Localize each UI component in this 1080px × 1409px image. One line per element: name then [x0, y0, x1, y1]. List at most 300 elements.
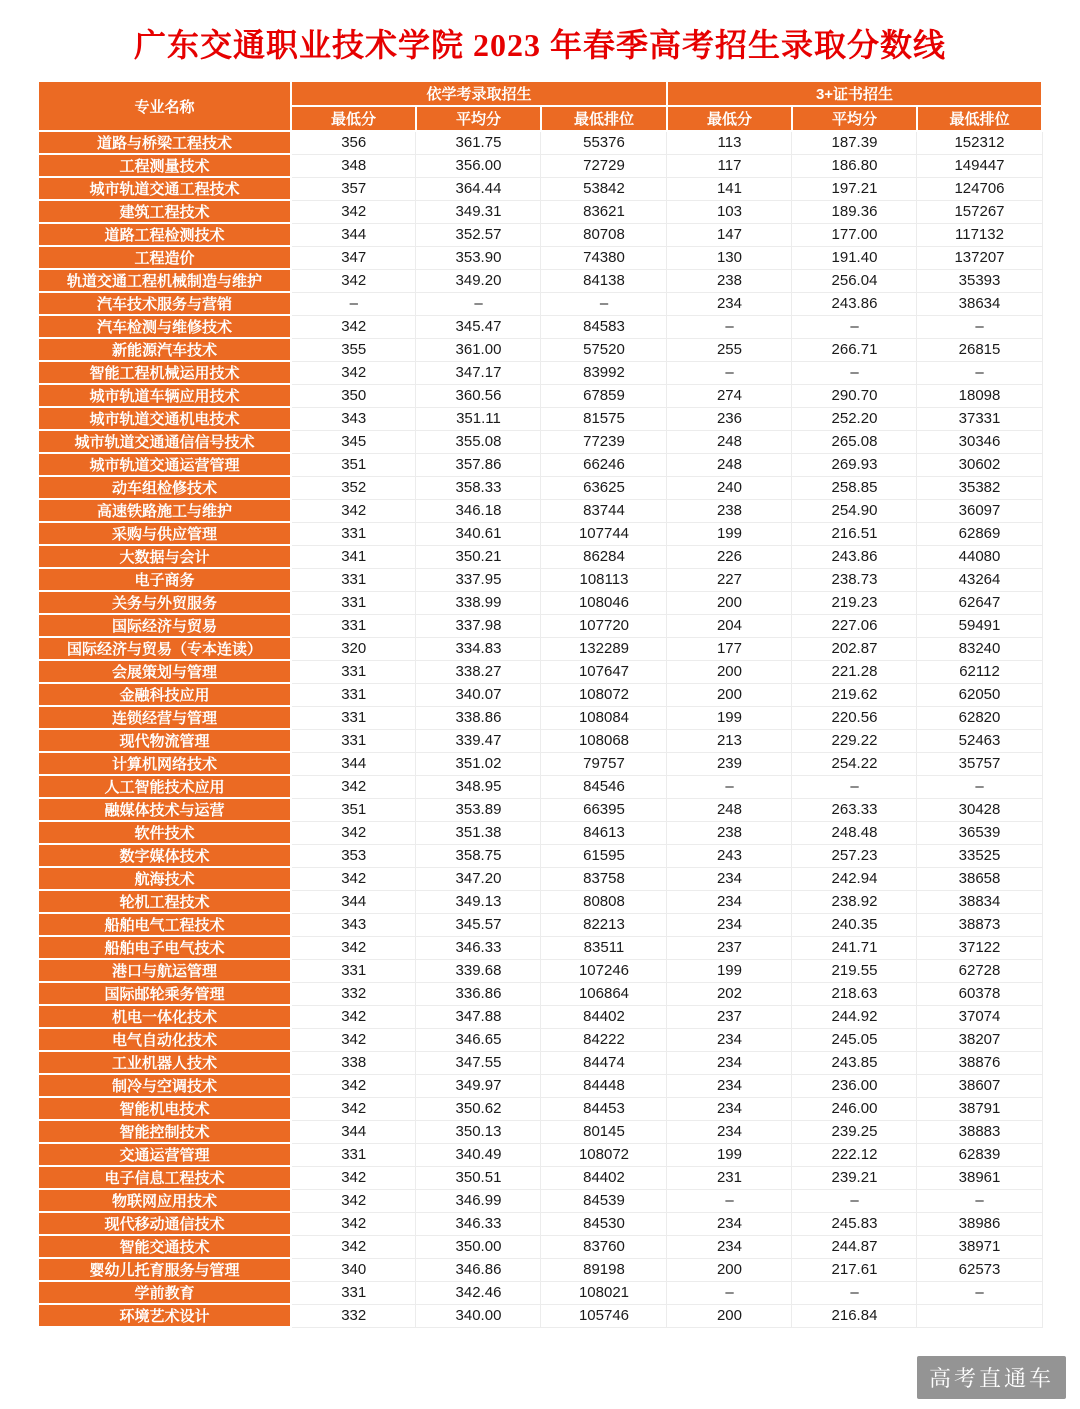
- table-row: [38, 131, 1042, 154]
- score-cell: 237: [667, 1005, 792, 1028]
- score-cell: 61595: [541, 844, 667, 867]
- table-row: [38, 384, 1042, 407]
- score-cell: 243.86: [792, 292, 917, 315]
- score-cell: 222.12: [792, 1143, 917, 1166]
- score-cell: 227: [667, 568, 792, 591]
- score-cell: 343: [291, 913, 416, 936]
- score-cell: 62647: [917, 591, 1042, 614]
- table-row: [38, 269, 1042, 292]
- major-name: 国际经济与贸易（专本连读）: [38, 637, 291, 660]
- table-row: [38, 453, 1042, 476]
- major-name: 会展策划与管理: [38, 660, 291, 683]
- score-cell: 331: [291, 522, 416, 545]
- score-cell: 239.21: [792, 1166, 917, 1189]
- header-row-groups: [38, 81, 1042, 106]
- table-row: [38, 706, 1042, 729]
- score-cell: 346.99: [416, 1189, 541, 1212]
- score-cell: 84583: [541, 315, 667, 338]
- score-cell: 38883: [917, 1120, 1042, 1143]
- score-cell: 337.95: [416, 568, 541, 591]
- score-cell: 350.62: [416, 1097, 541, 1120]
- score-cell: 357.86: [416, 453, 541, 476]
- score-cell: 265.08: [792, 430, 917, 453]
- score-cell: –: [917, 315, 1042, 338]
- score-cell: 234: [667, 1235, 792, 1258]
- score-cell: 248: [667, 453, 792, 476]
- score-cell: 38834: [917, 890, 1042, 913]
- table-row: [38, 1143, 1042, 1166]
- score-cell: 84546: [541, 775, 667, 798]
- major-name: 工业机器人技术: [38, 1051, 291, 1074]
- score-cell: 108072: [541, 1143, 667, 1166]
- table-row: [38, 752, 1042, 775]
- score-cell: 124706: [917, 177, 1042, 200]
- score-cell: 243.85: [792, 1051, 917, 1074]
- major-name: 城市轨道交通机电技术: [38, 407, 291, 430]
- table-row: [38, 614, 1042, 637]
- score-cell: 66395: [541, 798, 667, 821]
- score-cell: 349.13: [416, 890, 541, 913]
- score-cell: 258.85: [792, 476, 917, 499]
- score-cell: 55376: [541, 131, 667, 154]
- score-cell: 245.83: [792, 1212, 917, 1235]
- major-name: 船舶电子电气技术: [38, 936, 291, 959]
- table-row: [38, 522, 1042, 545]
- score-cell: 342: [291, 1212, 416, 1235]
- score-cell: 108046: [541, 591, 667, 614]
- score-cell: 137207: [917, 246, 1042, 269]
- score-cell: 347.20: [416, 867, 541, 890]
- table-row: [38, 1304, 1042, 1327]
- score-cell: –: [667, 1281, 792, 1304]
- major-name: 船舶电气工程技术: [38, 913, 291, 936]
- score-cell: 83621: [541, 200, 667, 223]
- score-cell: 342: [291, 821, 416, 844]
- score-cell: 240.35: [792, 913, 917, 936]
- score-cell: 256.04: [792, 269, 917, 292]
- major-name: 城市轨道交通运营管理: [38, 453, 291, 476]
- page-title: 广东交通职业技术学院 2023 年春季高考招生录取分数线: [133, 27, 946, 63]
- score-cell: 107647: [541, 660, 667, 683]
- score-cell: 37122: [917, 936, 1042, 959]
- score-cell: 84539: [541, 1189, 667, 1212]
- major-name: 轨道交通工程机械制造与维护: [38, 269, 291, 292]
- score-cell: 237: [667, 936, 792, 959]
- major-name: 工程造价: [38, 246, 291, 269]
- score-cell: 83758: [541, 867, 667, 890]
- table-row: [38, 1189, 1042, 1212]
- score-cell: 351: [291, 798, 416, 821]
- score-cell: 351.02: [416, 752, 541, 775]
- table-row: [38, 591, 1042, 614]
- table-row: [38, 844, 1042, 867]
- score-cell: 254.22: [792, 752, 917, 775]
- score-cell: 38986: [917, 1212, 1042, 1235]
- major-name: 采购与供应管理: [38, 522, 291, 545]
- score-cell: 81575: [541, 407, 667, 430]
- score-cell: 343: [291, 407, 416, 430]
- major-name: 港口与航运管理: [38, 959, 291, 982]
- score-cell: 342: [291, 1166, 416, 1189]
- score-cell: 37331: [917, 407, 1042, 430]
- score-cell: 342.46: [416, 1281, 541, 1304]
- table-row: [38, 1097, 1042, 1120]
- table-row: [38, 729, 1042, 752]
- score-cell: 350.00: [416, 1235, 541, 1258]
- score-cell: 191.40: [792, 246, 917, 269]
- score-cell: 38791: [917, 1097, 1042, 1120]
- score-cell: –: [667, 775, 792, 798]
- major-name: 制冷与空调技术: [38, 1074, 291, 1097]
- score-cell: 38207: [917, 1028, 1042, 1051]
- score-cell: 239: [667, 752, 792, 775]
- score-cell: 130: [667, 246, 792, 269]
- column-header-major: 专业名称: [38, 81, 291, 131]
- score-cell: 338: [291, 1051, 416, 1074]
- score-cell: 217.61: [792, 1258, 917, 1281]
- score-cell: 238: [667, 269, 792, 292]
- score-cell: 53842: [541, 177, 667, 200]
- score-cell: 350.51: [416, 1166, 541, 1189]
- table-row: [38, 982, 1042, 1005]
- major-name: 汽车检测与维修技术: [38, 315, 291, 338]
- watermark: 高考直通车: [917, 1356, 1066, 1399]
- score-cell: 106864: [541, 982, 667, 1005]
- score-cell: 255: [667, 338, 792, 361]
- score-cell: 355.08: [416, 430, 541, 453]
- score-cell: 331: [291, 959, 416, 982]
- major-name: 计算机网络技术: [38, 752, 291, 775]
- score-cell: 66246: [541, 453, 667, 476]
- score-cell: 238.92: [792, 890, 917, 913]
- score-cell: 263.33: [792, 798, 917, 821]
- major-name: 电子商务: [38, 568, 291, 591]
- score-cell: 221.28: [792, 660, 917, 683]
- score-cell: 331: [291, 729, 416, 752]
- score-cell: 351.11: [416, 407, 541, 430]
- score-cell: 84138: [541, 269, 667, 292]
- score-cell: 239.25: [792, 1120, 917, 1143]
- score-cell: 353: [291, 844, 416, 867]
- score-cell: 227.06: [792, 614, 917, 637]
- score-cell: 108084: [541, 706, 667, 729]
- score-cell: 107720: [541, 614, 667, 637]
- major-name: 智能机电技术: [38, 1097, 291, 1120]
- score-cell: 62820: [917, 706, 1042, 729]
- score-cell: 200: [667, 683, 792, 706]
- score-cell: 33525: [917, 844, 1042, 867]
- score-cell: 43264: [917, 568, 1042, 591]
- table-row: [38, 499, 1042, 522]
- score-cell: 331: [291, 591, 416, 614]
- score-cell: 338.99: [416, 591, 541, 614]
- major-name: 智能控制技术: [38, 1120, 291, 1143]
- score-cell: 202.87: [792, 637, 917, 660]
- score-cell: 244.87: [792, 1235, 917, 1258]
- major-name: 城市轨道车辆应用技术: [38, 384, 291, 407]
- major-name: 人工智能技术应用: [38, 775, 291, 798]
- score-cell: 244.92: [792, 1005, 917, 1028]
- major-name: 机电一体化技术: [38, 1005, 291, 1028]
- score-cell: 152312: [917, 131, 1042, 154]
- score-cell: –: [792, 1281, 917, 1304]
- table-row: [38, 1005, 1042, 1028]
- major-name: 城市轨道交通工程技术: [38, 177, 291, 200]
- score-cell: 117: [667, 154, 792, 177]
- table-row: [38, 913, 1042, 936]
- score-cell: 342: [291, 200, 416, 223]
- score-cell: 240: [667, 476, 792, 499]
- score-cell: 353.89: [416, 798, 541, 821]
- score-cell: 67859: [541, 384, 667, 407]
- score-cell: 36539: [917, 821, 1042, 844]
- table-row: [38, 246, 1042, 269]
- major-name: 软件技术: [38, 821, 291, 844]
- score-cell: 218.63: [792, 982, 917, 1005]
- score-cell: 177.00: [792, 223, 917, 246]
- major-name: 动车组检修技术: [38, 476, 291, 499]
- score-cell: 62573: [917, 1258, 1042, 1281]
- score-cell: 331: [291, 660, 416, 683]
- score-cell: 342: [291, 269, 416, 292]
- table-row: [38, 1166, 1042, 1189]
- major-name: 金融科技应用: [38, 683, 291, 706]
- score-cell: 347: [291, 246, 416, 269]
- table-row: [38, 1051, 1042, 1074]
- table-row: [38, 223, 1042, 246]
- score-cell: 149447: [917, 154, 1042, 177]
- score-cell: 320: [291, 637, 416, 660]
- score-cell: 35382: [917, 476, 1042, 499]
- score-cell: 37074: [917, 1005, 1042, 1028]
- major-name: 关务与外贸服务: [38, 591, 291, 614]
- score-cell: 345.47: [416, 315, 541, 338]
- score-cell: 199: [667, 1143, 792, 1166]
- score-cell: 332: [291, 982, 416, 1005]
- table-row: [38, 545, 1042, 568]
- table-row: [38, 821, 1042, 844]
- score-cell: 339.68: [416, 959, 541, 982]
- score-cell: –: [541, 292, 667, 315]
- score-cell: 189.36: [792, 200, 917, 223]
- major-name: 工程测量技术: [38, 154, 291, 177]
- score-cell: –: [667, 361, 792, 384]
- score-cell: 187.39: [792, 131, 917, 154]
- column-header-min-score: 最低分: [667, 106, 792, 131]
- score-cell: –: [667, 1189, 792, 1212]
- score-cell: 245.05: [792, 1028, 917, 1051]
- table-row: [38, 1258, 1042, 1281]
- score-cell: 38961: [917, 1166, 1042, 1189]
- score-cell: 84448: [541, 1074, 667, 1097]
- score-cell: 350.21: [416, 545, 541, 568]
- table-row: [38, 1235, 1042, 1258]
- score-cell: 200: [667, 660, 792, 683]
- table-row: [38, 775, 1042, 798]
- score-cell: 80808: [541, 890, 667, 913]
- score-cell: 347.17: [416, 361, 541, 384]
- score-cell: 234: [667, 913, 792, 936]
- score-cell: 62112: [917, 660, 1042, 683]
- score-cell: 62050: [917, 683, 1042, 706]
- score-cell: 35393: [917, 269, 1042, 292]
- score-cell: 177: [667, 637, 792, 660]
- table-row: [38, 200, 1042, 223]
- score-cell: 290.70: [792, 384, 917, 407]
- score-cell: 103: [667, 200, 792, 223]
- score-cell: 346.18: [416, 499, 541, 522]
- score-cell: 35757: [917, 752, 1042, 775]
- score-cell: 353.90: [416, 246, 541, 269]
- table-row: [38, 890, 1042, 913]
- score-cell: 84474: [541, 1051, 667, 1074]
- score-cell: 355: [291, 338, 416, 361]
- score-cell: 200: [667, 1258, 792, 1281]
- score-cell: 342: [291, 775, 416, 798]
- score-cell: 340.07: [416, 683, 541, 706]
- score-cell: 77239: [541, 430, 667, 453]
- score-cell: 105746: [541, 1304, 667, 1327]
- score-cell: 199: [667, 706, 792, 729]
- score-cell: 238: [667, 821, 792, 844]
- score-cell: 345.57: [416, 913, 541, 936]
- score-cell: 199: [667, 522, 792, 545]
- score-cell: 332: [291, 1304, 416, 1327]
- score-cell: 342: [291, 1005, 416, 1028]
- score-cell: 72729: [541, 154, 667, 177]
- score-cell: 356.00: [416, 154, 541, 177]
- score-cell: 252.20: [792, 407, 917, 430]
- score-cell: 342: [291, 1235, 416, 1258]
- score-cell: –: [917, 1281, 1042, 1304]
- score-cell: 338.86: [416, 706, 541, 729]
- score-cell: 350.13: [416, 1120, 541, 1143]
- score-cell: 202: [667, 982, 792, 1005]
- score-cell: 351: [291, 453, 416, 476]
- major-name: 高速铁路施工与维护: [38, 499, 291, 522]
- column-header-min-rank: 最低排位: [917, 106, 1042, 131]
- table-row: [38, 1212, 1042, 1235]
- table-row: [38, 637, 1042, 660]
- major-name: 道路与桥梁工程技术: [38, 131, 291, 154]
- score-cell: 82213: [541, 913, 667, 936]
- score-cell: 342: [291, 1097, 416, 1120]
- major-name: 交通运营管理: [38, 1143, 291, 1166]
- score-cell: 339.47: [416, 729, 541, 752]
- score-cell: 219.62: [792, 683, 917, 706]
- score-cell: 200: [667, 591, 792, 614]
- score-cell: –: [917, 361, 1042, 384]
- score-cell: 248: [667, 430, 792, 453]
- score-cell: 238.73: [792, 568, 917, 591]
- table-row: [38, 683, 1042, 706]
- score-cell: 234: [667, 1212, 792, 1235]
- table-row: [38, 315, 1042, 338]
- score-cell: 364.44: [416, 177, 541, 200]
- score-cell: 248.48: [792, 821, 917, 844]
- score-cell: 38634: [917, 292, 1042, 315]
- table-row: [38, 867, 1042, 890]
- column-group-xuekao: 依学考录取招生: [291, 81, 667, 106]
- score-cell: 234: [667, 292, 792, 315]
- score-cell: 358.75: [416, 844, 541, 867]
- score-cell: 84453: [541, 1097, 667, 1120]
- major-name: 轮机工程技术: [38, 890, 291, 913]
- score-cell: 83240: [917, 637, 1042, 660]
- score-cell: 334.83: [416, 637, 541, 660]
- score-cell: 234: [667, 1028, 792, 1051]
- score-cell: 344: [291, 890, 416, 913]
- score-cell: 197.21: [792, 177, 917, 200]
- score-cell: 349.31: [416, 200, 541, 223]
- score-cell: 342: [291, 1074, 416, 1097]
- score-cell: 360.56: [416, 384, 541, 407]
- score-cell: 347.88: [416, 1005, 541, 1028]
- score-cell: 57520: [541, 338, 667, 361]
- score-cell: 349.20: [416, 269, 541, 292]
- score-cell: 199: [667, 959, 792, 982]
- score-cell: 349.97: [416, 1074, 541, 1097]
- score-cell: 147: [667, 223, 792, 246]
- score-cell: –: [792, 361, 917, 384]
- score-cell: 30346: [917, 430, 1042, 453]
- score-cell: 74380: [541, 246, 667, 269]
- score-cell: 361.00: [416, 338, 541, 361]
- score-cell: 38607: [917, 1074, 1042, 1097]
- score-cell: 219.55: [792, 959, 917, 982]
- score-cell: 350: [291, 384, 416, 407]
- table-row: [38, 660, 1042, 683]
- score-cell: 238: [667, 499, 792, 522]
- table-row: [38, 959, 1042, 982]
- score-cell: 346.65: [416, 1028, 541, 1051]
- score-cell: 351.38: [416, 821, 541, 844]
- table-row: [38, 338, 1042, 361]
- score-cell: –: [792, 1189, 917, 1212]
- score-cell: 84402: [541, 1005, 667, 1028]
- admission-score-table: [37, 80, 1043, 1328]
- score-cell: –: [792, 315, 917, 338]
- score-cell: 352.57: [416, 223, 541, 246]
- score-cell: 18098: [917, 384, 1042, 407]
- score-cell: 38876: [917, 1051, 1042, 1074]
- table-row: [38, 936, 1042, 959]
- score-cell: 234: [667, 1120, 792, 1143]
- score-cell: 346.33: [416, 936, 541, 959]
- table-row: [38, 1074, 1042, 1097]
- score-cell: 236: [667, 407, 792, 430]
- score-cell: 331: [291, 614, 416, 637]
- score-cell: 108068: [541, 729, 667, 752]
- score-cell: 357: [291, 177, 416, 200]
- score-cell: 62839: [917, 1143, 1042, 1166]
- score-cell: 107744: [541, 522, 667, 545]
- column-header-avg-score: 平均分: [792, 106, 917, 131]
- score-cell: 336.86: [416, 982, 541, 1005]
- score-cell: 241.71: [792, 936, 917, 959]
- score-cell: 242.94: [792, 867, 917, 890]
- score-cell: 234: [667, 867, 792, 890]
- table-row: [38, 1120, 1042, 1143]
- score-cell: 342: [291, 867, 416, 890]
- score-cell: 83760: [541, 1235, 667, 1258]
- column-header-min-rank: 最低排位: [541, 106, 667, 131]
- score-cell: 352: [291, 476, 416, 499]
- score-cell: 216.51: [792, 522, 917, 545]
- score-cell: 38658: [917, 867, 1042, 890]
- score-cell: 62728: [917, 959, 1042, 982]
- score-cell: 274: [667, 384, 792, 407]
